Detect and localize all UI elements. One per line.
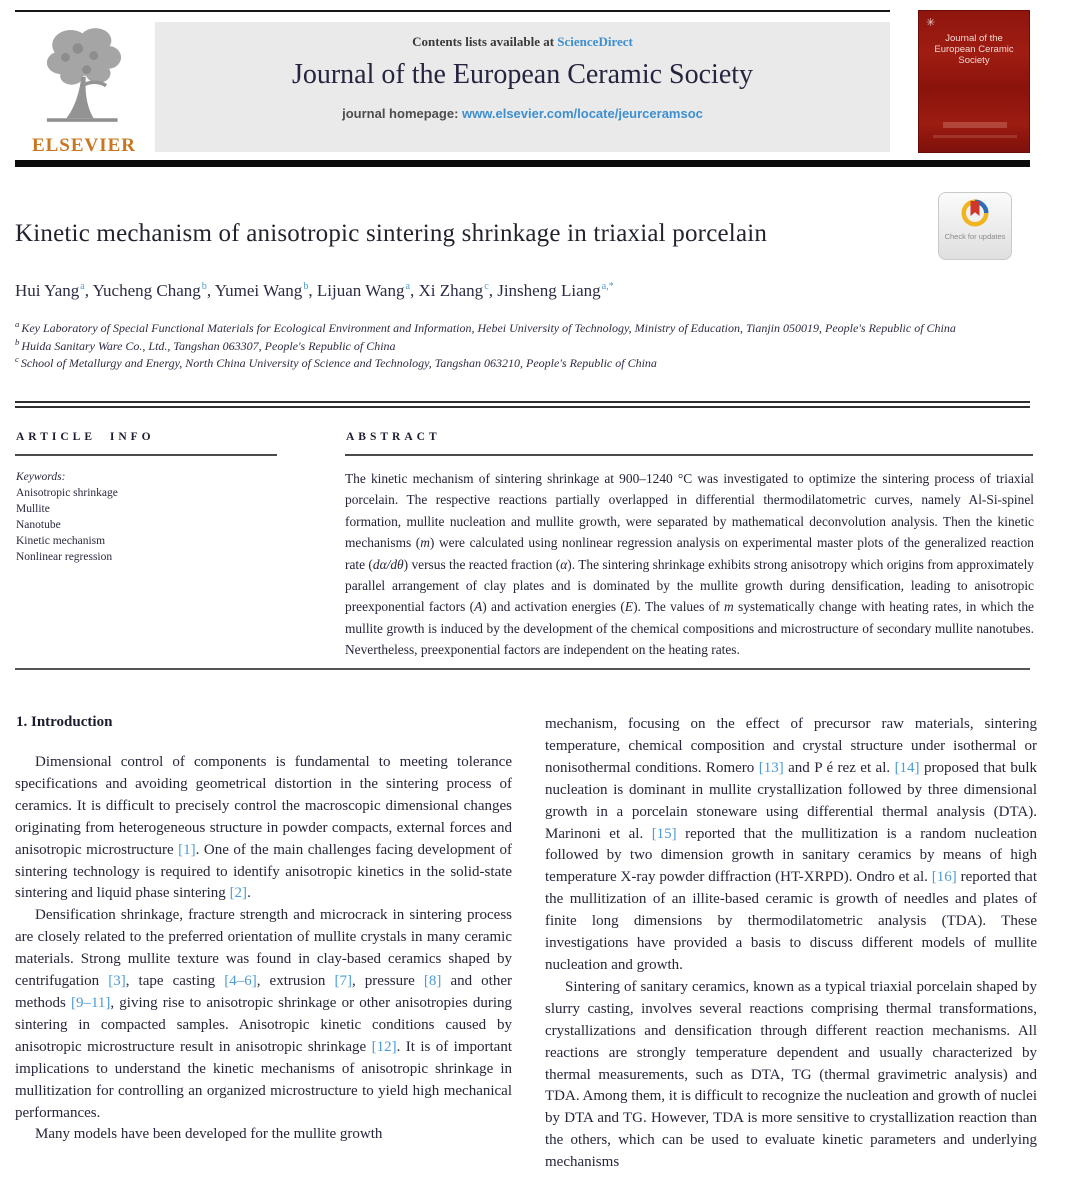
author-affiliation-sup[interactable]: a [80, 281, 85, 293]
affiliation-text: School of Metallurgy and Energy, North China University of Science and Technology, Tangshan 063210, People's Republic of China [20, 356, 657, 370]
article-info-rule [15, 454, 277, 456]
affiliation-marker: b [15, 336, 20, 347]
keyword-item: Kinetic mechanism [16, 535, 106, 547]
citation-link[interactable]: [14] [894, 759, 920, 776]
journal-homepage-link[interactable]: www.elsevier.com/locate/jeurceramsoc [462, 106, 703, 121]
homepage-line [155, 106, 890, 121]
article-title: Kinetic mechanism of anisotropic sintering shrinkage in triaxial porcelain [15, 220, 768, 247]
contents-line [155, 22, 890, 50]
journal-title: Journal of the European Ceramic Society [291, 59, 754, 90]
keyword-item: Nonlinear regression [16, 551, 113, 563]
affiliation-text: Huida Sanitary Ware Co., Ltd., Tangshan 063307, People's Republic of China [21, 338, 396, 353]
citation-link[interactable]: [1] [178, 841, 196, 858]
check-for-updates-badge[interactable] [938, 192, 1012, 260]
body-paragraph: Sintering of sanitary ceramics, known as a typical triaxial porcelain shaped by slurry casting, involves several reactions comprising thermal transformations, crystallizations and densification through different reaction mechanisms. All reactions are strongly temperature dependent and usually characterized by thermal measurements, such as DTA, TG (thermal gravimetric analysis) and TDA. Among them, it is difficult to recognize the nucleation and growth of nuclei by DTA and TG. However, TDA is more sensitive to crystallization reaction than the others, which can be used to evaluate kinetic parameters and underlying mechanisms [545, 978, 1037, 1171]
header-top-divider [15, 10, 890, 12]
author-affiliation-sup[interactable]: b [303, 281, 309, 293]
cover-decoration [933, 135, 1017, 138]
article-info-heading: ARTICLE INFO [16, 431, 155, 443]
cover-title: Journal of the European Ceramic Society [934, 33, 1014, 66]
abstract-heading: ABSTRACT [346, 431, 441, 443]
affiliation-line [15, 318, 965, 336]
author-affiliation-sup[interactable]: b [201, 281, 207, 293]
sciencedirect-link[interactable]: ScienceDirect [557, 34, 633, 49]
citation-link[interactable]: [9–11] [70, 994, 111, 1011]
affiliation-marker: a [15, 319, 20, 329]
affiliations [15, 318, 965, 371]
affiliation-line [15, 353, 965, 371]
affiliation-line [15, 336, 965, 354]
cover-logo-icon: ✳ [926, 17, 936, 29]
check-for-updates-label: Check for updates [944, 232, 1006, 241]
section-heading-introduction: 1. Introduction [16, 714, 113, 730]
crossmark-icon [960, 198, 990, 228]
citation-link[interactable]: [4–6] [224, 973, 257, 990]
abstract-rule [345, 454, 1033, 456]
journal-cover-thumbnail[interactable] [918, 10, 1030, 153]
keyword-item: Mullite [16, 503, 50, 515]
citation-link[interactable]: [16] [931, 869, 957, 886]
cover-decoration [943, 122, 1007, 128]
body-paragraph: Dimensional control of components is fundamental to meeting tolerance specifications and avoiding geometrical distortion in the sintering process of ceramics. It is difficult to precisely control the macroscopic dimensional changes originating from heterogeneous structure in powder compacts, external forces and anisotropic microstructure [1]. One of the main challenges facing development of sintering technology is required to identify anisotropic kinetics in the solid-state sintering and liquid phase sintering [2]. [15, 754, 512, 902]
citation-link[interactable]: [15] [651, 825, 677, 842]
citation-link[interactable]: [8] [423, 973, 442, 990]
citation-link[interactable]: [13] [758, 759, 784, 776]
citation-link[interactable]: [7] [334, 973, 352, 990]
contents-line-prefix: Contents lists available at [412, 34, 558, 49]
citation-link[interactable]: [2] [229, 885, 248, 902]
affiliation-text: Key Laboratory of Special Functional Materials for Ecological Environment and Information, Hebei University of Technology, Ministry of Education, Tianjin 050019, People's Republic of China [21, 321, 956, 335]
body-paragraph: mechanism, focusing on the effect of precursor raw materials, sintering temperature, chemical composition and crystal structure under isothermal or nonisothermal conditions. Romero [13] and P é rez et al. [14] proposed that bulk nucleation is dominant in mullite crystallization followed by three dimensional growth in a porcelain stoneware using differential thermal analysis (DTA). Marinoni et al. [15] reported that the mullitization is a random nucleation followed by two dimension growth in sanitary ceramics by means of high temperature X-ray powder diffraction (HT-XRPD). Ondro et al. [16] reported that the mullitization of an illite-based ceramic is growth of needles and plates of finite long dimensions by thermodilatometric analysis (TDA). These investigations have provided a basis to discuss different models of mullite nucleation and growth. [545, 716, 1038, 973]
intro-right-column [545, 714, 1037, 1174]
citation-link[interactable]: [12] [371, 1038, 397, 1055]
header-bottom-divider [15, 160, 1030, 167]
body-paragraph: Many models have been developed for the mullite growth [35, 1126, 383, 1143]
keyword-item: Anisotropic shrinkage [16, 487, 118, 499]
citation-link[interactable]: [3] [108, 973, 126, 990]
author-list: Hui Yang$^a$, Yucheng Chang$^b$, Yumei Wang$^b$, Lijuan Wang$^a$, Xi Zhang$^c$, Jinsheng Liang$^{a,*}$ [15, 281, 614, 300]
author-affiliation-sup[interactable]: c [484, 281, 489, 293]
abstract-text: The kinetic mechanism of sintering shrinkage at 900–1240 °C was investigated to optimize the sintering process of triaxial porcelain. The respective reactions partially overlapped in differential thermodilatometric curves, namely Al-Si-spinel formation, mullite nucleation and mullite growth, were separated by mathematical deconvolution analysis. Then the kinetic mechanisms (m) were calculated using nonlinear regression analysis on experimental master plots of the generalized reaction rate (dα/dθ) versus the reacted fraction (α). The sintering shrinkage exhibits strong anisotropy which origins from approximately parallel arrangement of clay plates and is dominated by the mullite growth during densification, leading to anisotropic preexponential factors (A) and activation energies (E). The values of m systematically change with heating rates, in which the mullite growth is induced by the development of the chemical compositions and microstructure of secondary mullite nanotubes. Nevertheless, preexponential factors are independent on the heating rates. [345, 471, 1035, 658]
body-paragraph: Densification shrinkage, fracture strength and microcrack in sintering process are closely related to the preferred orientation of mullite crystals in many ceramic materials. Strong mullite texture was found in clay-based ceramics shaped by centrifugation [3], tape casting [4–6], extrusion [7], pressure [8] and other methods [9–11], giving rise to anisotropic shrinkage or other anisotropies during sintering in compacted samples. Anisotropic kinetic conditions caused by anisotropic microstructure result in anisotropic shrinkage [12]. It is of important implications to understand the kinetic mechanisms of anisotropic shrinkage in mullitization for controlling an organized microstructure to yield high mechanical performances. [15, 907, 513, 1121]
author-affiliation-sup[interactable]: a,* [601, 281, 614, 293]
elsevier-logo[interactable] [24, 22, 144, 157]
keyword-item: Nanotube [16, 519, 61, 531]
keywords-label: Keywords: [16, 471, 66, 483]
journal-banner [155, 22, 890, 152]
author-affiliation-sup[interactable]: a [405, 281, 410, 293]
section-divider [15, 401, 1030, 408]
intro-left-column [15, 752, 512, 1146]
affiliation-marker: c [15, 354, 19, 364]
homepage-prefix: journal homepage: [342, 106, 463, 121]
elsevier-tree-icon [35, 22, 133, 128]
abstract-bottom-divider [15, 668, 1030, 670]
elsevier-wordmark: ELSEVIER [31, 135, 137, 156]
keywords-block [16, 469, 118, 565]
